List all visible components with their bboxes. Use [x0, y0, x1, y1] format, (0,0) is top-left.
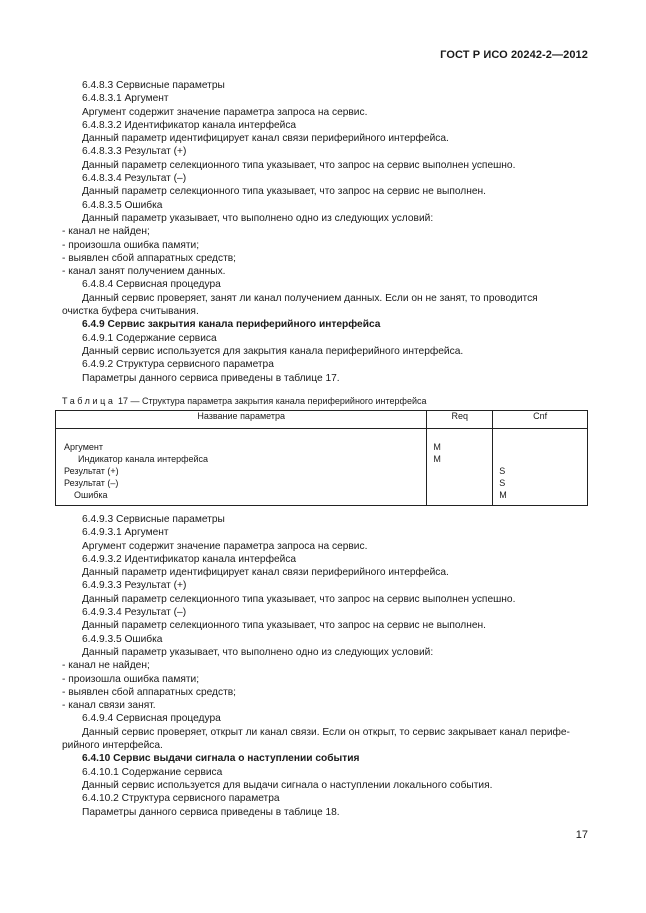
- text-line: Данный сервис проверяет, открыт ли канал связи. Если он открыт, то сервис закрывает канал перифе-: [82, 726, 570, 738]
- text-line: 6.4.10 Сервис выдачи сигнала о наступлении события: [82, 753, 360, 765]
- section-6-4-8-text: [62, 79, 590, 385]
- table-cell-req: [431, 465, 488, 477]
- param-cnf-cell: [493, 429, 588, 506]
- text-line: 6.4.9.3.3 Результат (+): [82, 580, 187, 592]
- text-line: 6.4.9.4 Сервисная процедура: [82, 713, 221, 725]
- text-line: Данный параметр селекционного типа указывает, что запрос на сервис выполнен успешно.: [82, 159, 516, 171]
- table-cell-cnf: [497, 441, 583, 453]
- column-header-cnf: Cnf: [493, 411, 588, 429]
- table-cell-name: Результат (+): [64, 466, 119, 476]
- text-line: - канал занят получением данных.: [62, 266, 226, 278]
- table-cell-req: M: [433, 454, 441, 464]
- text-line: 6.4.8.3.3 Результат (+): [82, 146, 187, 158]
- text-line: очистка буфера считывания.: [62, 306, 199, 318]
- text-line: Данный параметр указывает, что выполнено одно из следующих условий:: [82, 646, 434, 658]
- text-line: 6.4.8.3.4 Результат (–): [82, 173, 187, 185]
- text-line: Данный параметр указывает, что выполнено одно из следующих условий:: [82, 212, 434, 224]
- text-line: Данный параметр селекционного типа указывает, что запрос на сервис не выполнен.: [82, 186, 486, 198]
- text-line: 6.4.10.2 Структура сервисного параметра: [82, 793, 280, 805]
- text-line: 6.4.8.3.1 Аргумент: [82, 93, 169, 105]
- table-caption-label: Таблица: [62, 396, 116, 406]
- text-line: Параметры данного сервиса приведены в таблице 18.: [82, 806, 340, 818]
- param-name-cell: [56, 429, 427, 506]
- text-line: 6.4.8.4 Сервисная процедура: [82, 279, 221, 291]
- text-line: Данный сервис используется для выдачи сигнала о наступлении локального события.: [82, 779, 493, 791]
- table-header-row: [56, 411, 588, 429]
- text-line: Аргумент содержит значение параметра запроса на сервис.: [82, 106, 368, 118]
- text-line: 6.4.9.3.5 Ошибка: [82, 633, 163, 645]
- text-line: Данный параметр селекционного типа указывает, что запрос на сервис не выполнен.: [82, 620, 486, 632]
- text-line: - произошла ошибка памяти;: [62, 239, 200, 251]
- text-line: 6.4.9 Сервис закрытия канала периферийного интерфейса: [82, 319, 381, 331]
- text-line: 6.4.9.3.2 Идентификатор канала интерфейса: [82, 553, 297, 565]
- text-line: - выявлен сбой аппаратных средств;: [62, 686, 236, 698]
- text-line: 6.4.9.1 Содержание сервиса: [82, 332, 217, 344]
- param-req-cell: [427, 429, 493, 506]
- table-cell-req: M: [433, 442, 441, 452]
- parameters-table: [55, 410, 588, 506]
- text-line: 6.4.10.1 Содержание сервиса: [82, 766, 223, 778]
- table-cell-name: Результат (–): [64, 478, 119, 488]
- table-cell-name: Аргумент: [64, 442, 103, 452]
- table-cell-req: [431, 477, 488, 489]
- table-cell-cnf: [497, 453, 583, 465]
- text-line: 6.4.9.3.4 Результат (–): [82, 607, 187, 619]
- table-cell-req: [431, 489, 488, 501]
- text-line: - канал связи занят.: [62, 700, 156, 712]
- text-line: - произошла ошибка памяти;: [62, 673, 200, 685]
- text-line: Данный сервис проверяет, занят ли канал получением данных. Если он не занят, то проводится: [82, 292, 538, 304]
- text-line: - выявлен сбой аппаратных средств;: [62, 252, 236, 264]
- table-caption: [62, 396, 427, 406]
- text-line: 6.4.9.3.1 Аргумент: [82, 527, 169, 539]
- text-line: Данный параметр идентифицирует канал связи периферийного интерфейса.: [82, 567, 449, 579]
- text-line: Данный параметр селекционного типа указывает, что запрос на сервис выполнен успешно.: [82, 593, 516, 605]
- text-line: Параметры данного сервиса приведены в таблице 17.: [82, 372, 340, 384]
- text-line: 6.4.8.3.5 Ошибка: [82, 199, 163, 211]
- table-cell-name: Ошибка: [74, 490, 108, 500]
- table-cell-cnf: S: [499, 466, 506, 476]
- text-line: 6.4.8.3.2 Идентификатор канала интерфейса: [82, 119, 297, 131]
- text-line: рийного интерфейса.: [62, 740, 163, 752]
- section-6-4-9-3-text: [62, 513, 590, 819]
- text-line: 6.4.9.3 Сервисные параметры: [82, 514, 225, 525]
- page-number: 17: [575, 829, 588, 841]
- text-line: 6.4.9.2 Структура сервисного параметра: [82, 359, 274, 371]
- document-header: ГОСТ Р ИСО 20242-2—2012: [440, 49, 588, 61]
- text-line: - канал не найден;: [62, 660, 150, 672]
- text-line: Аргумент содержит значение параметра запроса на сервис.: [82, 540, 368, 552]
- text-line: 6.4.8.3 Сервисные параметры: [82, 80, 225, 91]
- table-cell-name: Индикатор канала интерфейса: [78, 454, 209, 464]
- table-body-row: [56, 429, 588, 506]
- column-header-name: Название параметра: [56, 411, 427, 429]
- text-line: Данный параметр идентифицирует канал связи периферийного интерфейса.: [82, 133, 449, 145]
- text-line: Данный сервис используется для закрытия канала периферийного интерфейса.: [82, 345, 464, 357]
- table-cell-cnf: S: [499, 478, 506, 488]
- table-cell-cnf: M: [499, 490, 507, 500]
- column-header-req: Req: [427, 411, 493, 429]
- text-line: - канал не найден;: [62, 226, 150, 238]
- table-caption-title: 17 — Структура параметра закрытия канала периферийного интерфейса: [115, 396, 427, 406]
